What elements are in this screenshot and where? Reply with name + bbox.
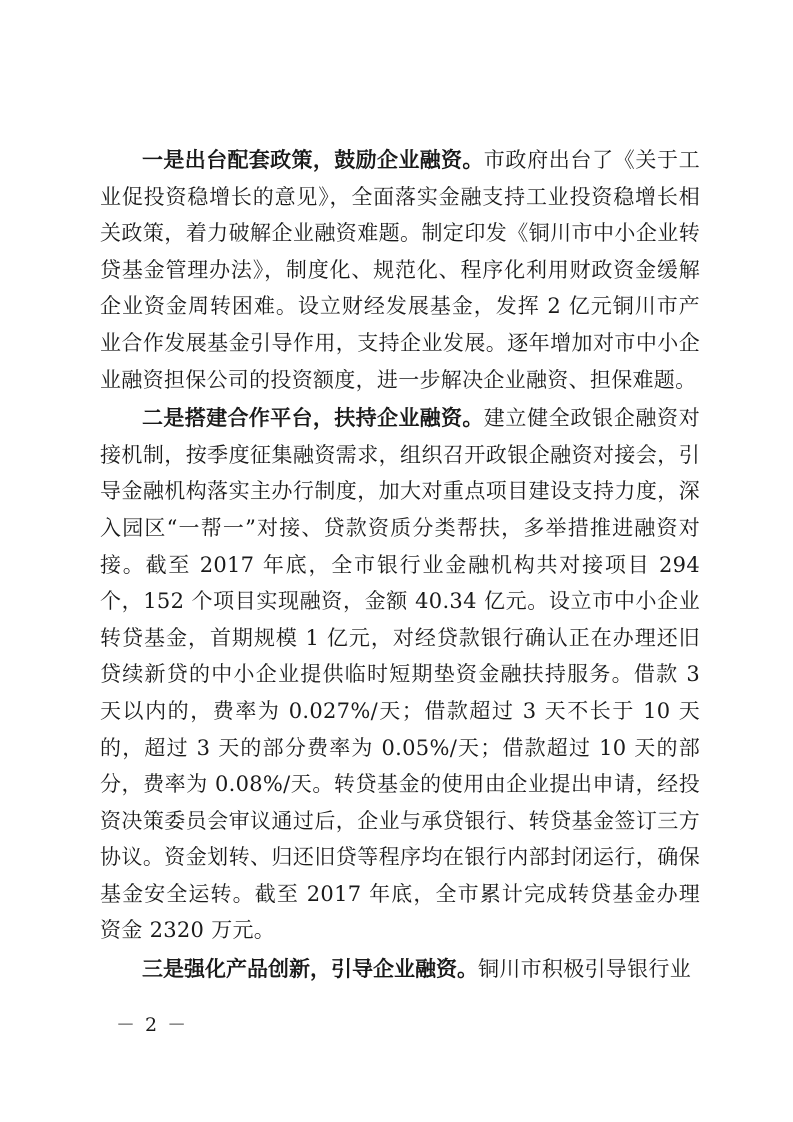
paragraph-policy-support <box>100 142 700 398</box>
paragraph-lead-heading: 二是搭建合作平台，扶持企业融资。 <box>142 406 484 431</box>
paragraph-body-text: 铜川市积极引导银行业 <box>478 957 691 982</box>
paragraph-lead-heading: 三是强化产品创新，引导企业融资。 <box>142 957 478 982</box>
paragraph-lead-heading: 一是出台配套政策，鼓励企业融资。 <box>142 148 484 172</box>
paragraph-cooperation-platform <box>100 400 700 949</box>
paragraph-body-text: 建立健全政银企融资对接机制，按季度征集融资需求，组织召开政银企融资对接会，引导金融机构落实主办行制度，加大对重点项目建设支持力度，深入园区“一帮一”对接、贷款资质分类帮扶，多举措推进融资对接。截至 2017 年底，全市银行业金融机构共对接项目 294 个，152 个项目实现融资，金额 40.34 亿元。设立市中小企业转贷基金，首期规模 1 亿元，对经贷款银行确认正在办理还旧贷续新贷的中小企业提供临时短期垫资金融扶持服务。借款 3 天以内的，费率为 0.027%/天；借款超过 3 天不长于 10 天的，超过 3 天的部分费率为 0.05%/天；借款超过 10 天的部分，费率为 0.08%/天。转贷基金的使用由企业提出申请，经投资决策委员会审议通过后，企业与承贷银行、转贷基金签订三方协议。资金划转、归还旧贷等程序均在银行内部封闭运行，确保基金安全运转。截至 2017 年底，全市累计完成转贷基金办理资金 2320 万元。 <box>100 406 701 943</box>
paragraph-body-text: 市政府出台了《关于工业促投资稳增长的意见》，全面落实金融支持工业投资稳增长相关政策，着力破解企业融资难题。制定印发《铜川市中小企业转贷基金管理办法》，制度化、规范化、程序化利用财政资金缓解企业资金周转困难。设立财经发展基金，发挥 2 亿元铜川市产业合作发展基金引导作用，支持企业发展。逐年增加对市中小企业融资担保公司的投资额度，进一步解决企业融资、担保难题。 <box>100 148 701 392</box>
document-body <box>100 142 700 988</box>
paragraph-product-innovation <box>100 951 700 988</box>
page-number: － 2 － <box>116 1014 189 1036</box>
